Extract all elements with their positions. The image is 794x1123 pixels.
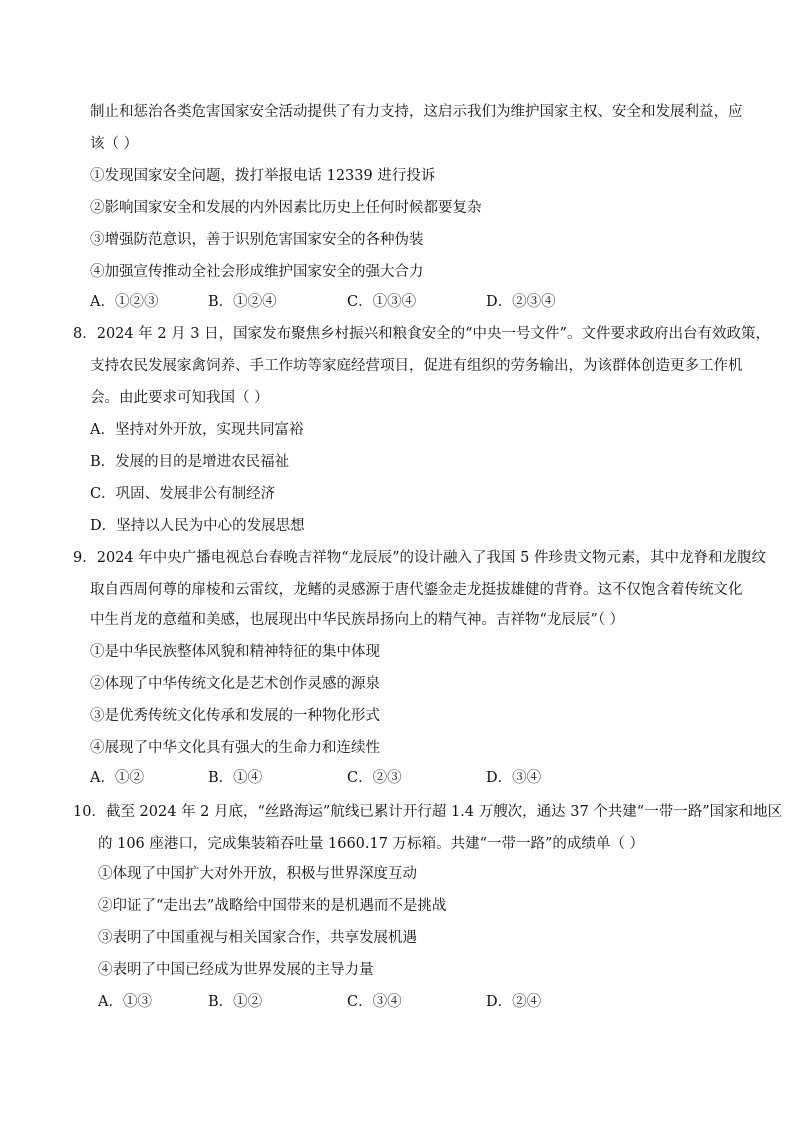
q10-stem-line2: 的 106 座港口，完成集装箱吞吐量 1660.17 万标箱。共建“一带一路”的成绩单（ ） — [98, 836, 645, 852]
q9-item-1: ①是中华民族整体风貌和精神特征的集中体现 — [90, 644, 380, 660]
q8-option-a: A．坚持对外开放，实现共同富裕 — [90, 422, 304, 438]
q7-item-1: ①发现国家安全问题，拨打举报电话 12339 进行投诉 — [90, 168, 436, 184]
q9-item-3: ③是优秀传统文化传承和发展的一种物化形式 — [90, 708, 380, 724]
q7-item-2: ②影响国家安全和发展的内外因素比历史上任何时候都要复杂 — [90, 200, 482, 216]
q8-stem-line2: 支持农民发展家禽饲养、手工作坊等家庭经营项目，促进有组织的劳务输出，为该群体创造更多工作机 — [90, 358, 743, 374]
q9-stem-line2: 取自西周何尊的扉棱和云雷纹，龙鳍的灵感源于唐代鎏金走龙挺拔雄健的背脊。这不仅饱含着传统文化 — [90, 582, 743, 598]
q7-option-d: D．②③④ — [486, 294, 556, 310]
q9-item-2: ②体现了中华传统文化是艺术创作灵感的源泉 — [90, 676, 380, 692]
q7-item-3: ③增强防范意识，善于识别危害国家安全的各种伪装 — [90, 232, 424, 248]
q9-option-d: D．③④ — [486, 770, 542, 786]
q7-options — [90, 292, 730, 312]
q10-stem-line1: 10．截至 2024 年 2 月底，“丝路海运”航线已累计开行超 1.4 万艘次，通达 37 个共建“一带一路”国家和地区 — [73, 804, 783, 820]
q10-option-d: D．②④ — [486, 994, 542, 1010]
q7-option-c: C．①③④ — [347, 294, 417, 310]
q7-option-a: A．①②③ — [90, 294, 159, 310]
q10-option-a: A．①③ — [98, 994, 152, 1010]
q10-item-3: ③表明了中国重视与相关国家合作，共享发展机遇 — [98, 930, 417, 946]
q10-item-2: ②印证了“走出去”战略给中国带来的是机遇而不是挑战 — [98, 898, 447, 914]
q7-stem-line1: 制止和惩治各类危害国家安全活动提供了有力支持，这启示我们为维护国家主权、安全和发展利益，应 — [90, 104, 743, 120]
q8-option-b: B．发展的目的是增进农民福祉 — [90, 454, 290, 470]
q8-stem-line3: 会。由此要求可知我国（ ） — [90, 390, 269, 406]
q9-stem-line1: 9．2024 年中央广播电视总台春晚吉祥物“龙辰辰”的设计融入了我国 5 件珍贵文物元素，其中龙脊和龙腹纹 — [73, 550, 767, 566]
q9-option-c: C．②③ — [347, 770, 402, 786]
q8-option-d: D．坚持以人民为中心的发展思想 — [90, 518, 305, 534]
q9-option-b: B．①④ — [208, 770, 263, 786]
q10-item-1: ①体现了中国扩大对外开放，积极与世界深度互动 — [98, 866, 417, 882]
q7-stem-line2: 该（ ） — [90, 136, 139, 152]
q7-item-4: ④加强宣传推动全社会形成维护国家安全的强大合力 — [90, 264, 424, 280]
q8-stem-line1: 8．2024 年 2 月 3 日，国家发布聚焦乡村振兴和粮食安全的“中央一号文件”。文件要求政府出台有效政策， — [73, 326, 770, 342]
q9-options — [90, 768, 730, 788]
q10-option-b: B．①② — [208, 994, 263, 1010]
q9-stem-line3: 中生肖龙的意蕴和美感，也展现出中华民族昂扬向上的精气神。吉祥物“龙辰辰”（ ） — [90, 612, 625, 628]
q8-option-c: C．巩固、发展非公有制经济 — [90, 486, 276, 502]
q10-item-4: ④表明了中国已经成为世界发展的主导力量 — [98, 962, 374, 978]
q10-options — [98, 992, 738, 1012]
q10-option-c: C．③④ — [347, 994, 402, 1010]
q7-option-b: B．①②④ — [208, 294, 277, 310]
q9-option-a: A．①② — [90, 770, 144, 786]
q9-item-4: ④展现了中华文化具有强大的生命力和连续性 — [90, 740, 380, 756]
